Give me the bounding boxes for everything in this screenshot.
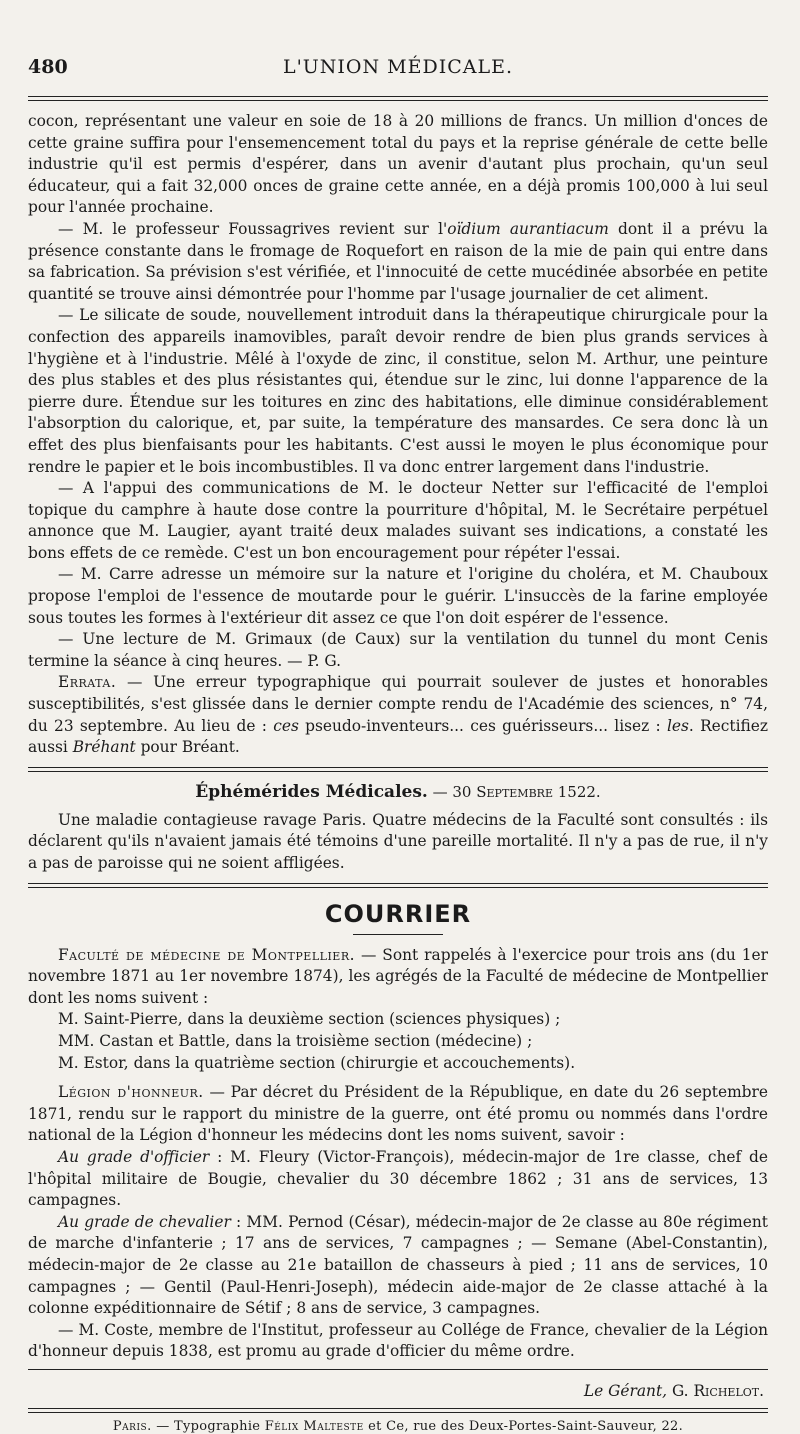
- oidium-lead: — M. le professeur Foussagrives revient sur l': [58, 219, 448, 238]
- coste-paragraph: — M. Coste, membre de l'Institut, professeur au Collége de France, chevalier de la Légion d'honneur depuis 1838, est promu au grade d'officier du même ordre.: [28, 1320, 768, 1361]
- officier-text: : M. Fleury (Victor-François), médecin-major de 1re classe, chef de l'hôpital militaire de Bougie, chevalier du 30 décembre 1862 ; 31 ans de services, 13 campagnes.: [28, 1147, 768, 1210]
- signature-name: G. Richelot.: [667, 1381, 764, 1400]
- ephemerides-title: [28, 782, 768, 802]
- errata-text-1: — Une erreur typographique qui pourrait soulever de justes et honorables susceptibilités, s'est glissée dans le dernier compte rendu de l'Académie des sciences, n° 74, du 23 septembre. Au lieu de :: [28, 673, 768, 735]
- chevalier-paragraph: [28, 1212, 768, 1320]
- paragraph-ventilation: — Une lecture de M. Grimaux (de Caux) sur la ventilation du tunnel du mont Cenis termine la séance à cinq heures. — P. G.: [28, 630, 768, 670]
- imprint-text-1: — Typographie: [151, 1418, 265, 1434]
- journal-title: L'UNION MÉDICALE.: [282, 56, 514, 78]
- page-number: 480: [28, 56, 68, 78]
- paragraph-errata: [28, 672, 768, 758]
- chevalier-text: : MM. Pernod (César), médecin-major de 2e classe au 80e régiment de marche d'infanterie ; 17 ans de services, 7 campagnes ; — Semane (Abel-Constantin), médecin-major de 2e classe au 21e bataillon de chasseurs à pied ; 11 ans de services, 10 campagnes ; — Gentil (Paul-Henri-Joseph), médecin aide-major de 2e classe attaché à la colonne expéditionnaire de Sétif ; 8 ans de service, 3 campagnes.: [28, 1212, 768, 1318]
- errata-label: Errata.: [58, 673, 117, 692]
- faculte-label: Faculté de médecine de Montpellier.: [58, 945, 355, 964]
- ephemerides-section: [28, 782, 768, 875]
- legion-text: — Par décret du Président de la République, en date du 26 septembre 1871, rendu sur le rapport du ministre de la guerre, ont été promu ou nommés dans l'ordre national de la Légion d'honneur les médecins dont les noms suivent, savoir :: [28, 1083, 768, 1145]
- legion-label: Légion d'honneur.: [58, 1083, 204, 1102]
- errata-text-4: pour Bréant.: [135, 738, 240, 757]
- courrier-short-rule: [353, 934, 443, 935]
- officier-paragraph: [28, 1147, 768, 1212]
- paragraph-silicate: — Le silicate de soude, nouvellement introduit dans la thérapeutique chirurgicale pour la confection des appareils inamovibles, paraît devoir rendre de bien plus grands services à l'hygiène et à l'industrie. Mêlé à l'oxyde de zinc, il constitue, selon M. Arthur, une peinture des plus stables et des plus résistantes qui, étendue sur le zinc, lui donne l'apparence de la pierre dure. Étendue sur les toitures en zinc des habitations, elle diminue considérablement l'absorption du calorique, et, par suite, la température des mansardes. Ce sera donc là un effet des plus bienfaisants pour les habitants. C'est aussi le moyen le plus économique pour rendre le papier et le bois incombustibles. Il va donc entrer largement dans l'industrie.: [28, 306, 768, 476]
- paragraph-cholera: — M. Carre adresse un mémoire sur la nature et l'origine du choléra, et M. Chauboux propose l'emploi de l'essence de moutarde pour le guérir. L'insuccès de la farine employée sous toutes les formes à l'extérieur dit assez ce que l'on doit espérer de l'essence.: [28, 565, 768, 627]
- errata-text-2: pseudo-inventeurs... ces guérisseurs... lisez :: [298, 716, 667, 735]
- signature-rule: [28, 1369, 768, 1370]
- legion-paragraph: [28, 1082, 768, 1147]
- chevalier-label: Au grade de chevalier: [58, 1212, 231, 1231]
- officier-label: Au grade d'officier: [58, 1147, 210, 1166]
- faculte-item: MM. Castan et Battle, dans la troisième section (médecine) ;: [58, 1031, 533, 1050]
- paragraph-oidium: [28, 219, 768, 305]
- footer-rule: [28, 1408, 768, 1413]
- errata-italic-1: ces: [273, 716, 299, 735]
- paragraph-camphre: — A l'appui des communications de M. le docteur Netter sur l'efficacité de l'emploi topique du camphre à haute dose contre la pourriture d'hôpital, M. le Secrétaire perpétuel annonce que M. Laugier, ayant traité deux malades suivant ses indications, a constaté les bons effets de ce remède. C'est un bon encouragement pour répéter l'essai.: [28, 479, 768, 562]
- errata-italic-3: Bréhant: [72, 738, 136, 757]
- ephemerides-date: — 30 Septembre 1522.: [427, 782, 601, 801]
- courrier-section: [28, 900, 768, 1400]
- academie-report: [28, 111, 768, 759]
- header-rule: [28, 96, 768, 101]
- ephemerides-top-rule: [28, 767, 768, 772]
- ephemerides-heading: Éphémérides Médicales.: [195, 781, 428, 802]
- oidium-rest: dont il a prévu la présence constante dans le fromage de Roquefort en raison de la mie de pain qui entre dans sa fabrication. Sa prévision s'est vérifiée, et l'innocuité de cette mucédinée absorbée en petite quantité se trouve ainsi démontrée pour l'homme par l'usage journalier de cet aliment.: [28, 219, 768, 303]
- faculte-item: M. Saint-Pierre, dans la deuxième section (sciences physiques) ;: [58, 1010, 561, 1029]
- faculte-paragraph: [28, 945, 768, 1010]
- imprint: [28, 1419, 768, 1434]
- running-head: [28, 56, 768, 90]
- signature: [28, 1382, 764, 1400]
- ephemerides-text: Une maladie contagieuse ravage Paris. Quatre médecins de la Faculté sont consultés : ils déclarent qu'ils n'avaient jamais été témoins d'une pareille mortalité. Il n'y a pas de rue, il n'y a pas de paroisse qui ne soient affligées.: [28, 810, 768, 872]
- faculte-text: — Sont rappelés à l'exercice pour trois ans (du 1er novembre 1871 au 1er novembre 1874), les agrégés de la Faculté de médecine de Montpellier dont les noms suivent :: [28, 945, 768, 1007]
- courrier-top-rule: [28, 883, 768, 888]
- imprint-text-2: et Ce, rue des Deux-Portes-Saint-Sauveur, 22.: [363, 1418, 684, 1434]
- oidium-term: oïdium aurantiacum: [447, 219, 609, 238]
- imprint-city: Paris.: [112, 1418, 152, 1434]
- paragraph-sericulture: cocon, représentant une valeur en soie de 18 à 20 millions de francs. Un million d'onces de cette graine suffira pour l'ensemencement total du pays et la reprise générale de cette belle industrie qu'il est permis d'espérer, dans un avenir d'autant plus prochain, qu'un seul éducateur, qui a fait 32,000 onces de graine cette année, en a déjà promis 100,000 à lui seul pour l'année prochaine.: [28, 112, 768, 217]
- errata-italic-2: les: [666, 716, 689, 735]
- courrier-title: COURRIER: [324, 899, 472, 928]
- errata-text-3: . Rectifiez aussi: [28, 716, 768, 757]
- imprint-printer: Félix Malteste: [264, 1418, 364, 1434]
- signature-label: Le Gérant,: [583, 1381, 668, 1400]
- faculte-item: M. Estor, dans la quatrième section (chirurgie et accouchements).: [58, 1053, 576, 1072]
- courrier-heading-wrap: [28, 900, 768, 928]
